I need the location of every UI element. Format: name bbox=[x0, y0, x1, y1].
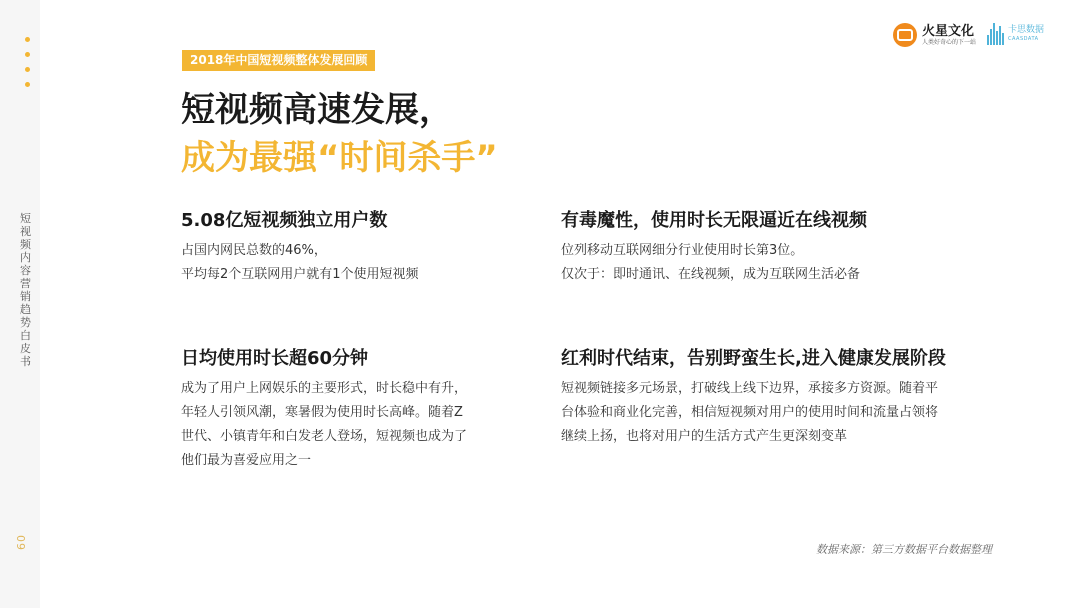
brand2-name: 卡思数据 bbox=[1008, 25, 1045, 35]
block-heading: 日均使用时长超60分钟 bbox=[181, 348, 369, 369]
data-source-note: 数据来源：第三方数据平台数据整理 bbox=[816, 543, 992, 556]
brand1-name: 火星文化 bbox=[922, 23, 975, 39]
block-line: 成为了用户上网娱乐的主要形式，时长稳中有升， bbox=[181, 381, 468, 396]
block-heading: 5.08亿短视频独立用户数 bbox=[181, 210, 388, 231]
dot bbox=[25, 82, 30, 87]
huoxing-logo bbox=[893, 23, 976, 47]
page-title-line2: 成为最强“时间杀手” bbox=[181, 138, 498, 178]
decorative-dots bbox=[25, 37, 30, 97]
kasi-logo bbox=[987, 23, 1044, 45]
block-line: 位列移动互联网细分行业使用时长第3位。 bbox=[561, 243, 804, 258]
left-rail bbox=[0, 0, 40, 608]
stat-block-dividend-end bbox=[561, 347, 991, 449]
section-tag: 2018年中国短视频整体发展回顾 bbox=[182, 50, 375, 71]
stat-block-usage-rank bbox=[561, 209, 1011, 287]
block-line: 年轻人引领风潮，寒暑假为使用时长高峰。随着Z bbox=[181, 405, 463, 420]
block-line: 世代、小镇青年和白发老人登场，短视频也成为了 bbox=[181, 429, 468, 444]
dot bbox=[25, 67, 30, 72]
stat-block-daily-time bbox=[181, 347, 511, 473]
block-line: 短视频链接多元场景，打破线上线下边界，承接多方资源。随着平 bbox=[561, 381, 939, 396]
dot bbox=[25, 37, 30, 42]
vertical-document-title: 短视频内容营销趋势白皮书 bbox=[20, 212, 31, 368]
block-line: 仅次于：即时通讯、在线视频，成为互联网生活必备 bbox=[561, 267, 861, 282]
page-title-line1: 短视频高速发展， bbox=[181, 90, 453, 130]
block-line: 他们最为喜爱应用之一 bbox=[181, 453, 312, 468]
block-line: 继续上扬，也将对用户的生活方式产生更深刻变革 bbox=[561, 429, 848, 444]
block-line: 平均每2个互联网用户就有1个使用短视频 bbox=[181, 267, 419, 282]
bars-icon bbox=[987, 23, 1005, 45]
tv-icon bbox=[893, 23, 917, 47]
block-heading: 有毒魔性，使用时长无限逼近在线视频 bbox=[561, 210, 867, 231]
stat-block-users bbox=[181, 209, 511, 287]
brand1-slogan: 人类好奇心的下一站 bbox=[922, 38, 977, 46]
block-line: 占国内网民总数的46%， bbox=[181, 243, 327, 258]
block-line: 台体验和商业化完善，相信短视频对用户的使用时间和流量占领将 bbox=[561, 405, 939, 420]
page-number: 09 bbox=[14, 535, 27, 551]
dot bbox=[25, 52, 30, 57]
block-heading: 红利时代结束，告别野蛮生长,进入健康发展阶段 bbox=[561, 348, 946, 369]
brand2-sub: CAASDATA bbox=[1008, 36, 1039, 42]
